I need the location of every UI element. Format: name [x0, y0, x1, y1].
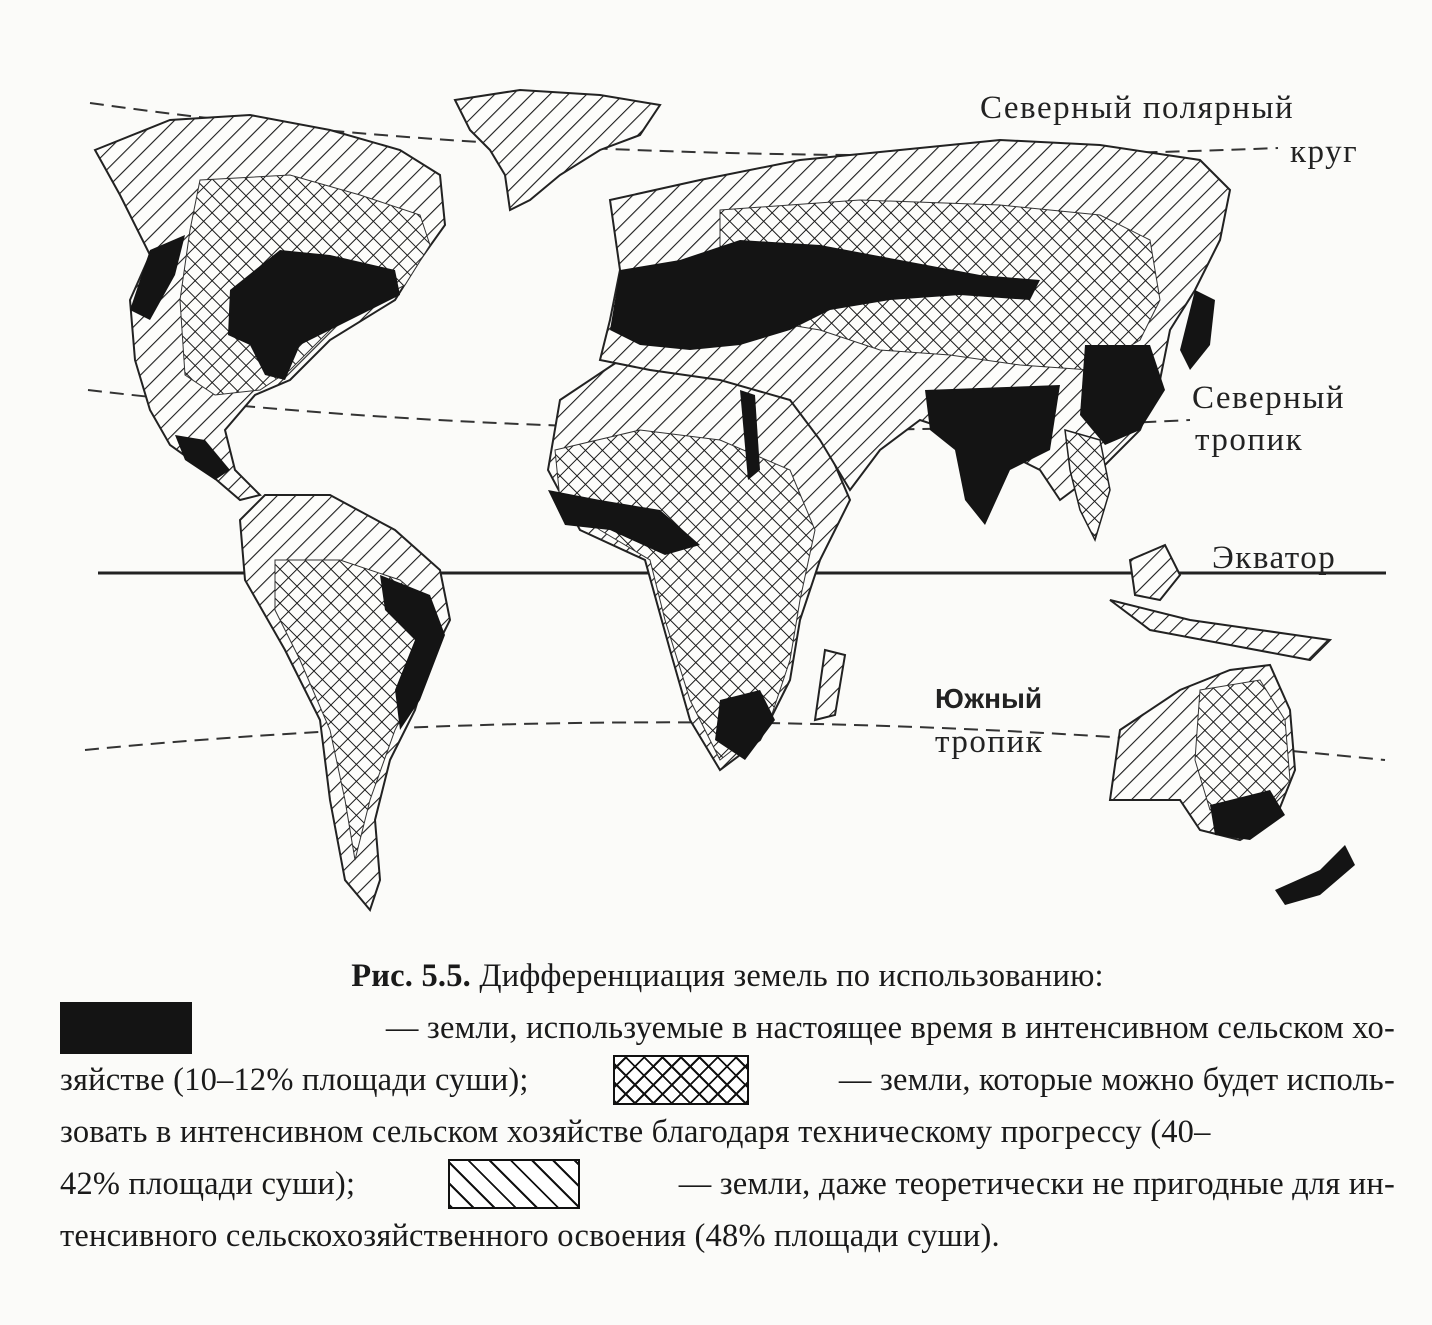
- tropic-of-capricorn-label-1: Южный: [935, 683, 1043, 714]
- legend-text-3b: тенсивного сельскохозяйственного освоения (48% площади суши).: [60, 1218, 1000, 1254]
- legend-swatch-unsuitable: [448, 1159, 580, 1209]
- tropic-of-cancer-label-2: тропик: [1195, 422, 1304, 458]
- legend-text-2a: — земли, которые можно будет исполь-: [838, 1062, 1395, 1098]
- figure-number: Рис. 5.5.: [351, 958, 472, 994]
- legend-line-1: [60, 1002, 1395, 1054]
- arctic-circle-label-1: Северный полярный: [980, 90, 1295, 126]
- india-intensive: [925, 385, 1060, 525]
- borneo: [1130, 545, 1180, 600]
- tropic-of-capricorn-label-2: тропик: [935, 724, 1044, 760]
- equator-label: Экватор: [1212, 540, 1337, 576]
- legend-text-1a: — земли, используемые в настоящее время в интенсивном сельском хо-: [385, 1010, 1395, 1046]
- caption-title: [60, 950, 1395, 1002]
- legend-line-5: [60, 1210, 1395, 1262]
- indonesia: [1110, 600, 1330, 660]
- china-intensive: [1080, 345, 1165, 445]
- africa-potential: [555, 430, 815, 760]
- arctic-circle-label-2: круг: [1290, 134, 1359, 170]
- legend-text-1b: зяйстве (10–12% площади суши);: [60, 1062, 529, 1098]
- legend-text-3a: — земли, даже теоретически не пригодные для ин-: [678, 1166, 1395, 1202]
- figure-title: Дифференциация земель по использованию:: [479, 958, 1104, 994]
- legend-line-3: [60, 1106, 1395, 1158]
- new-zealand-intensive: [1275, 845, 1355, 905]
- tropic-of-cancer-label-1: Северный: [1192, 380, 1346, 416]
- figure-caption: [60, 950, 1395, 1262]
- madagascar: [815, 650, 845, 720]
- legend-line-2: [60, 1054, 1395, 1106]
- legend-text-2b: зовать в интенсивном сельском хозяйстве благодаря техническому прогрессу (40–: [60, 1114, 1211, 1150]
- legend-text-2c: 42% площади суши);: [60, 1166, 356, 1202]
- legend-swatch-intensive: [60, 1002, 192, 1054]
- legend-swatch-potential: [613, 1055, 749, 1105]
- legend-line-4: [60, 1158, 1395, 1210]
